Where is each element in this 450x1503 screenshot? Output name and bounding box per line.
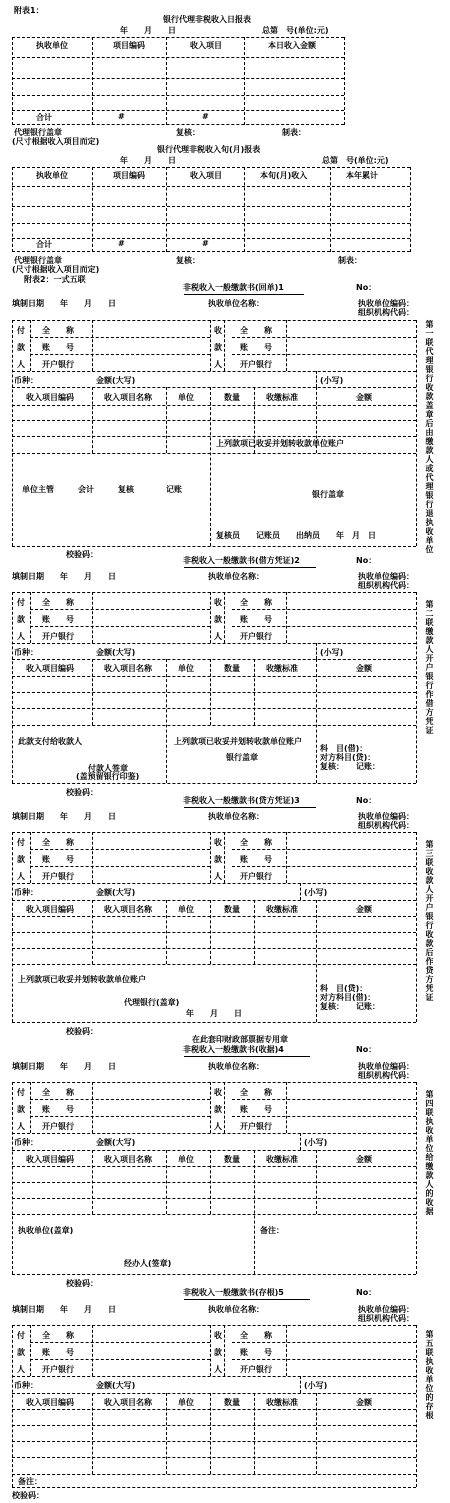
form3-unit-name: 执收单位名称： (208, 812, 264, 821)
form4-print-note: 在此套印财政部票据专用章 (192, 1035, 288, 1044)
form5-payer-3: 人 (17, 1365, 25, 1374)
form3-payee-name: 全 称 (240, 838, 272, 847)
form2-paid-note: 此款支付给收款人 (18, 737, 82, 746)
form5-payer-2: 款 (17, 1348, 25, 1357)
form3-agent-bank: 代理银行(盖章) (124, 998, 180, 1007)
form4-title: 非税收入一般缴款书(收据)4 (183, 1045, 284, 1054)
form3-currency: 币种： (14, 888, 38, 897)
form4-unit-code: 执收单位编码： (358, 1062, 414, 1071)
form5-col-rate: 收缴标准 (266, 1398, 298, 1407)
form4-payee-2: 款 (214, 1105, 222, 1114)
form2-review: 复核： 记账： (320, 762, 380, 771)
form4-side-label: 第四联执收单位给缴款人的收据 (425, 1090, 434, 1216)
form2-unit-code: 执收单位编码： (358, 572, 414, 581)
form3-col-code: 收入项目编码 (26, 905, 74, 914)
form2-col-name: 收入项目名称 (104, 664, 152, 673)
form2-col-code: 收入项目编码 (26, 664, 74, 673)
form4-fill-date: 填制日期 年 月 日 (12, 1062, 116, 1071)
daily-total-mark: # (118, 112, 125, 121)
form4-payee-1: 收 (214, 1088, 222, 1097)
form5-unit-name: 执收单位名称： (208, 1305, 264, 1314)
form1-payer-2: 款 (17, 343, 25, 352)
form1-payee-bank: 开户银行 (240, 360, 272, 369)
form3-check-code: 校验码： (66, 1027, 98, 1036)
daily-report-title: 银行代理非税收入日报表 (163, 15, 251, 24)
form2-payer-2: 款 (17, 615, 25, 624)
form4-payer-account: 账 号 (42, 1105, 74, 1114)
form1-no: No： (356, 283, 377, 292)
periodic-col-item: 收入项目 (190, 171, 222, 180)
form3-payer-2: 款 (17, 855, 25, 864)
periodic-total-label: 合计 (36, 240, 52, 249)
form3-payee-2: 款 (214, 855, 222, 864)
daily-total-label: 合计 (36, 113, 52, 122)
periodic-report-title: 银行代理非税收入旬(月)报表 (157, 145, 261, 154)
form3-side-label: 第三联收款人开户银行收款后作贷方凭证 (425, 840, 434, 1002)
form2-payee-name: 全 称 (240, 598, 272, 607)
form1-payee-3: 人 (214, 360, 222, 369)
form5-org-code: 组织机构代码： (358, 1314, 414, 1323)
periodic-col-code: 项目编码 (113, 171, 145, 180)
form5-fill-date: 填制日期 年 月 日 (12, 1305, 116, 1314)
form2-org-code: 组织机构代码： (358, 581, 414, 590)
form2-payee-account: 账 号 (240, 615, 272, 624)
periodic-report-date: 年 月 日 (120, 156, 176, 165)
form2-unit-name: 执收单位名称： (208, 572, 264, 581)
form2-payer-account: 账 号 (42, 615, 74, 624)
form4-payee-name: 全 称 (240, 1088, 272, 1097)
form3-title: 非税收入一般缴款书(贷方凭证)3 (183, 796, 300, 805)
form2-payee-1: 收 (214, 598, 222, 607)
form4-col-amount: 金额 (356, 1155, 372, 1164)
form2-no: No： (356, 556, 377, 565)
form1-col-amount: 金额 (356, 393, 372, 402)
form2-col-rate: 收缴标准 (266, 664, 298, 673)
appendix-2-label: 附表2：一式五联 (24, 275, 86, 284)
form1-received-note: 上列款项已收妥并划转收款单位账户 (216, 439, 344, 448)
form5-amount-big: 金额(大写) (96, 1381, 136, 1390)
form1-col-rate: 收缴标准 (266, 393, 298, 402)
daily-bank-stamp: 代理银行盖章 (14, 128, 62, 137)
form4-payer-bank: 开户银行 (42, 1122, 74, 1131)
form3-payee-1: 收 (214, 838, 222, 847)
daily-col-unit: 执收单位 (36, 41, 68, 50)
form1-col-code: 收入项目编码 (26, 393, 74, 402)
form1-title: 非税收入一般缴款书(回单)1 (183, 283, 284, 292)
form5-col-amount: 金额 (356, 1398, 372, 1407)
form2-payer-bank: 开户银行 (42, 632, 74, 641)
form3-subject: 科 目(贷)： (320, 984, 368, 993)
form4-check-code: 校验码： (66, 1279, 98, 1288)
form2-col-qty: 数量 (224, 664, 240, 673)
form4-payee-3: 人 (214, 1122, 222, 1131)
daily-col-code: 项目编码 (113, 41, 145, 50)
form2-fill-date: 填制日期 年 月 日 (12, 572, 116, 581)
periodic-size-note: (尺寸根据收入项目而定) (12, 265, 100, 274)
form5-title: 非税收入一般缴款书(存根)5 (183, 1288, 284, 1297)
periodic-col-period: 本旬(月)收入 (260, 171, 308, 180)
form3-payer-account: 账 号 (42, 855, 74, 864)
daily-total-mark-2: # (202, 112, 209, 121)
form4-payee-account: 账 号 (240, 1105, 272, 1114)
periodic-total-mark-2: # (202, 239, 209, 248)
periodic-col-unit: 执收单位 (36, 171, 68, 180)
periodic-report-number: 总第 号(单位:元) (322, 156, 389, 165)
form5-currency: 币种： (14, 1381, 38, 1390)
form4-payer-name: 全 称 (42, 1088, 74, 1097)
form3-date: 年 月 日 (186, 1009, 242, 1018)
form2-amount-small: (小写) (320, 648, 344, 657)
form3-col-amount: 金额 (356, 905, 372, 914)
form2-col-unit: 单位 (178, 664, 194, 673)
form4-payer-2: 款 (17, 1105, 25, 1114)
form3-amount-big: 金额(大写) (96, 888, 136, 897)
form1-org-code: 组织机构代码： (358, 308, 414, 317)
daily-report-number: 总第 号(单位:元) (262, 26, 329, 35)
form2-check-code: 校验码： (66, 788, 98, 797)
form1-amount-small: (小写) (320, 376, 344, 385)
form5-col-unit: 单位 (178, 1398, 194, 1407)
form2-payer-3: 人 (17, 632, 25, 641)
form3-payer-name: 全 称 (42, 838, 74, 847)
form2-amount-big: 金额(大写) (96, 648, 136, 657)
form4-payer-3: 人 (17, 1122, 25, 1131)
form3-payee-account: 账 号 (240, 855, 272, 864)
form3-amount-small: (小写) (304, 888, 328, 897)
form3-payee-bank: 开户银行 (240, 872, 272, 881)
form3-payee-3: 人 (214, 872, 222, 881)
form2-subject: 科 目(借)： (320, 744, 368, 753)
form1-col-unit: 单位 (178, 393, 194, 402)
form4-unit-seal: 执收单位(盖章) (18, 1226, 74, 1235)
form4-org-code: 组织机构代码： (358, 1071, 414, 1080)
daily-report-date: 年 月 日 (120, 26, 176, 35)
form1-currency: 币种： (14, 376, 38, 385)
periodic-total-mark: # (118, 239, 125, 248)
form1-fill-date: 填制日期 年 月 日 (12, 299, 116, 308)
form1-payer-account: 账 号 (42, 343, 74, 352)
form5-no: No： (356, 1288, 377, 1297)
form1-amount-big: 金额(大写) (96, 376, 136, 385)
form2-payee-2: 款 (214, 615, 222, 624)
form4-no: No： (356, 1045, 377, 1054)
form1-payee-account: 账 号 (240, 343, 272, 352)
daily-size-note: (尺寸根据收入项目而定) (12, 137, 100, 146)
form3-col-name: 收入项目名称 (104, 905, 152, 914)
form2-currency: 币种： (14, 648, 38, 657)
daily-review: 复核： (176, 128, 200, 137)
form1-unit-name: 执收单位名称： (208, 299, 264, 308)
form2-payer-1: 付 (17, 598, 25, 607)
daily-maker: 制表： (282, 128, 306, 137)
form1-check-code: 校验码： (66, 550, 98, 559)
form3-col-unit: 单位 (178, 905, 194, 914)
form1-payee-2: 款 (214, 343, 222, 352)
form4-currency: 币种： (14, 1138, 38, 1147)
form1-signers: 单位主管 会计 复核 记账 (22, 485, 182, 494)
form5-payee-1: 收 (214, 1331, 222, 1340)
form5-payee-account: 账 号 (240, 1348, 272, 1357)
form1-col-name: 收入项目名称 (104, 393, 152, 402)
form5-payer-1: 付 (17, 1331, 25, 1340)
form1-payee-1: 收 (214, 326, 222, 335)
periodic-bank-stamp: 代理银行盖章 (14, 256, 62, 265)
form3-no: No： (356, 796, 377, 805)
form2-side-label: 第二联缴款人开户银行作借方凭证 (425, 600, 434, 735)
form4-col-rate: 收缴标准 (266, 1155, 298, 1164)
form4-col-unit: 单位 (178, 1155, 194, 1164)
form3-payer-1: 付 (17, 838, 25, 847)
form2-payee-3: 人 (214, 632, 222, 641)
form4-col-qty: 数量 (224, 1155, 240, 1164)
form5-col-name: 收入项目名称 (104, 1398, 152, 1407)
form4-unit-name: 执收单位名称： (208, 1062, 264, 1071)
periodic-maker: 制表： (338, 256, 362, 265)
form5-payee-2: 款 (214, 1348, 222, 1357)
form5-payee-name: 全 称 (240, 1331, 272, 1340)
form5-payer-bank: 开户银行 (42, 1365, 74, 1374)
form4-payee-bank: 开户银行 (240, 1122, 272, 1131)
form3-fill-date: 填制日期 年 月 日 (12, 812, 116, 821)
form4-payer-1: 付 (17, 1088, 25, 1097)
form4-col-name: 收入项目名称 (104, 1155, 152, 1164)
form1-payee-name: 全 称 (240, 326, 272, 335)
form4-amount-small: (小写) (304, 1138, 328, 1147)
form2-payer-name: 全 称 (42, 598, 74, 607)
form1-side-label: 第一联代理银行收款盖章后由缴款人或代理银行退执收单位 (425, 320, 434, 554)
daily-col-amount: 本日收入金额 (268, 41, 316, 50)
form2-title: 非税收入一般缴款书(借方凭证)2 (183, 556, 300, 565)
form2-received-note: 上列款项已收妥并划转收款单位账户 (174, 737, 302, 746)
form5-payer-name: 全 称 (42, 1331, 74, 1340)
form1-payer-3: 人 (17, 360, 25, 369)
form3-org-code: 组织机构代码： (358, 821, 414, 830)
form1-col-qty: 数量 (224, 393, 240, 402)
form1-bottom-signers: 复核员 记账员 出纳员 年 月 日 (216, 531, 376, 540)
form4-remark: 备注： (260, 1226, 284, 1235)
form2-col-amount: 金额 (356, 664, 372, 673)
form3-review: 复核： 记账： (320, 1002, 380, 1011)
form5-payee-bank: 开户银行 (240, 1365, 272, 1374)
form5-remark: 备注： (18, 1477, 42, 1486)
periodic-col-ytd: 本年累计 (346, 171, 378, 180)
form2-payer-seal: (盖预留银行印鉴) (76, 772, 140, 781)
form4-handler: 经办人(签章) (124, 1259, 172, 1268)
form4-amount-big: 金额(大写) (96, 1138, 136, 1147)
appendix-1-label: 附表1： (14, 6, 44, 15)
form2-bank-stamp: 银行盖章 (226, 753, 258, 762)
form3-counter-subject: 对方科目(借)： (320, 993, 376, 1002)
form5-col-code: 收入项目编码 (26, 1398, 74, 1407)
form5-col-qty: 数量 (224, 1398, 240, 1407)
form5-side-label: 第五联执收单位的存根 (425, 1330, 434, 1420)
form1-bank-stamp: 银行盖章 (312, 490, 344, 499)
form1-payer-1: 付 (17, 326, 25, 335)
form3-col-qty: 数量 (224, 905, 240, 914)
form2-payer-sign: 付款人签章 (88, 764, 128, 773)
form5-payee-3: 人 (214, 1365, 222, 1374)
form1-unit-code: 执收单位编码： (358, 299, 414, 308)
form1-payer-name: 全 称 (42, 326, 74, 335)
daily-col-item: 收入项目 (190, 41, 222, 50)
form5-unit-code: 执收单位编码： (358, 1305, 414, 1314)
form3-payer-3: 人 (17, 872, 25, 881)
form3-col-rate: 收缴标准 (266, 905, 298, 914)
form5-amount-small: (小写) (304, 1381, 328, 1390)
form3-received-note: 上列款项已收妥并划转收款单位账户 (18, 975, 146, 984)
form5-payer-account: 账 号 (42, 1348, 74, 1357)
form4-col-code: 收入项目编码 (26, 1155, 74, 1164)
form5-check-code: 校验码： (12, 1491, 44, 1500)
form3-payer-bank: 开户银行 (42, 872, 74, 881)
periodic-review: 复核： (176, 256, 200, 265)
form2-counter-subject: 对方科目(贷)： (320, 753, 376, 762)
form1-payer-bank: 开户银行 (42, 360, 74, 369)
form3-unit-code: 执收单位编码： (358, 812, 414, 821)
form2-payee-bank: 开户银行 (240, 632, 272, 641)
